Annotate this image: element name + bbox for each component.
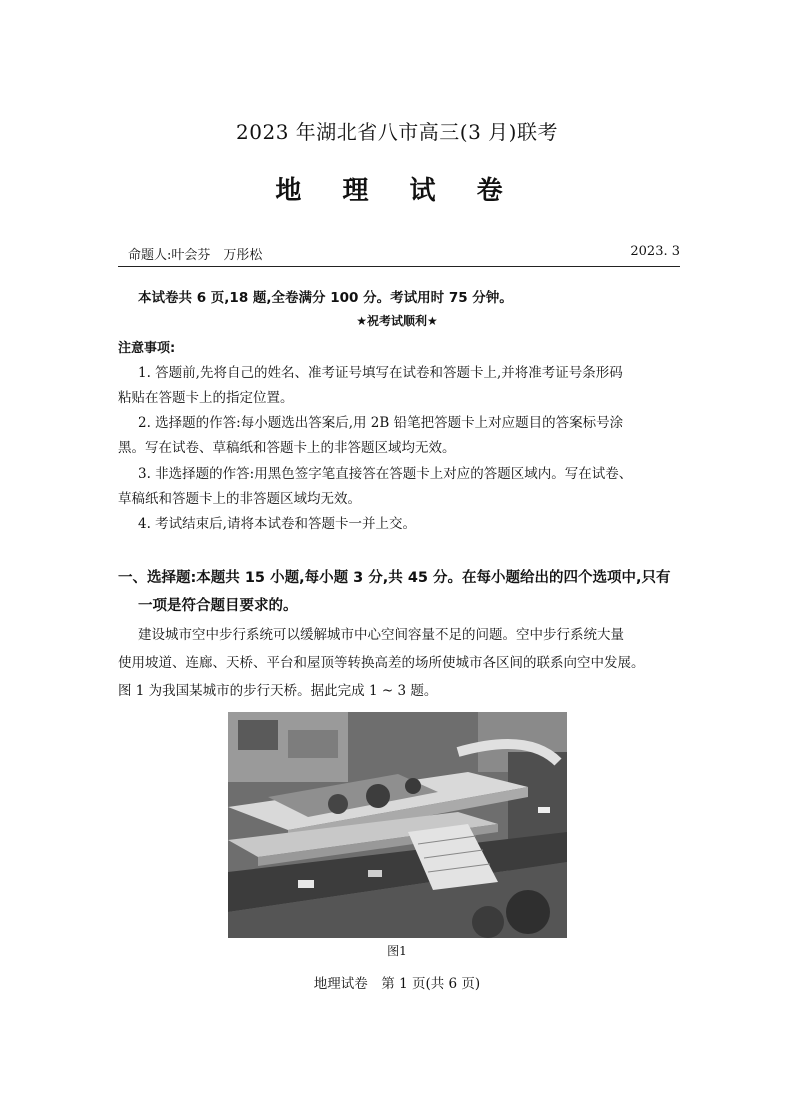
subject-title: 地 理 试 卷 bbox=[275, 176, 519, 206]
section-heading-cont: 一项是符合题目要求的。 bbox=[138, 598, 298, 614]
notes-heading: 注意事项: bbox=[118, 341, 176, 356]
good-luck-banner: ★祝考试顺利★ bbox=[356, 314, 438, 328]
note-line: 草稿纸和答题卡上的非答题区域均无效。 bbox=[118, 491, 361, 507]
passage-line: 建设城市空中步行系统可以缓解城市中心空间容量不足的问题。空中步行系统大量 bbox=[138, 627, 624, 643]
note-line: 粘贴在答题卡上的指定位置。 bbox=[118, 390, 294, 406]
note-line: 2. 选择题的作答:每小题选出答案后,用 2B 铅笔把答题卡上对应题目的答案标号涂 bbox=[138, 415, 624, 431]
page-footer: 地理试卷 第 1 页(共 6 页) bbox=[313, 976, 481, 992]
exam-title: 2023 年湖北省八市高三(3 月)联考 bbox=[236, 120, 558, 144]
pedestrian-bridge-photo bbox=[228, 712, 567, 938]
figure-caption: 图1 bbox=[387, 944, 407, 958]
note-line: 1. 答题前,先将自己的姓名、准考证号填写在试卷和答题卡上,并将准考证号条形码 bbox=[138, 365, 623, 381]
passage-line: 图 1 为我国某城市的步行天桥。据此完成 1 ~ 3 题。 bbox=[118, 683, 438, 699]
exam-summary: 本试卷共 6 页,18 题,全卷满分 100 分。考试用时 75 分钟。 bbox=[138, 290, 513, 306]
section-heading: 一、选择题:本题共 15 小题,每小题 3 分,共 45 分。在每小题给出的四个选项中,只有 bbox=[118, 570, 671, 586]
header-divider bbox=[118, 266, 680, 267]
passage-line: 使用坡道、连廊、天桥、平台和屋顶等转换高差的场所使城市各区间的联系向空中发展。 bbox=[118, 655, 645, 671]
note-line: 黑。写在试卷、草稿纸和答题卡上的非答题区域均无效。 bbox=[118, 440, 456, 456]
note-line: 4. 考试结束后,请将本试卷和答题卡一并上交。 bbox=[138, 516, 416, 532]
exam-date: 2023. 3 bbox=[630, 244, 680, 259]
note-line: 3. 非选择题的作答:用黑色签字笔直接答在答题卡上对应的答题区域内。写在试卷、 bbox=[138, 466, 633, 482]
authors: 命题人:叶会芬 万彤松 bbox=[128, 248, 263, 263]
